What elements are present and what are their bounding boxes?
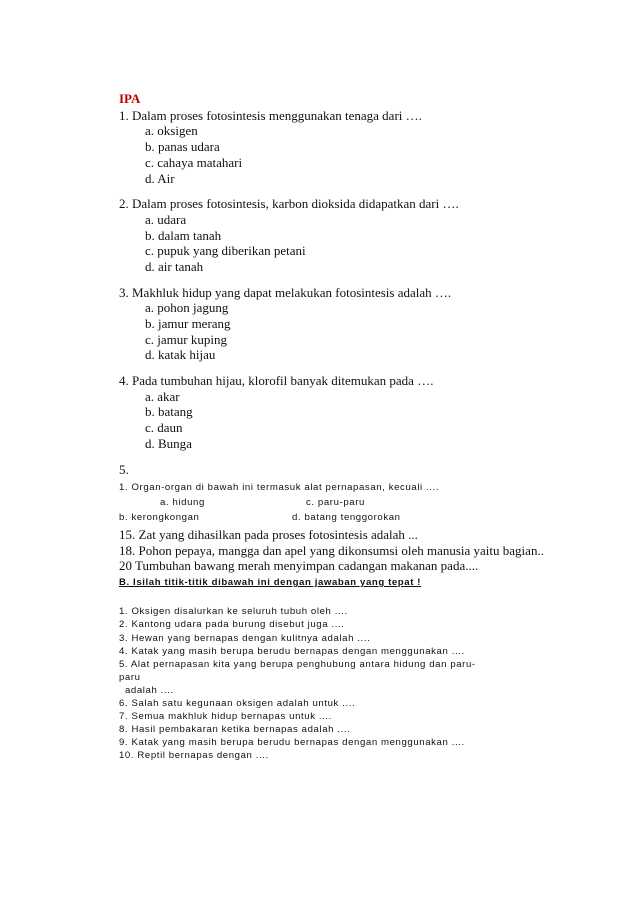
question-1-option-b: b. panas udara	[145, 139, 220, 154]
section-b-item: 6. Salah satu kegunaan oksigen adalah untuk ....	[119, 698, 356, 709]
section-b-item: 2. Kantong udara pada burung disebut juga ....	[119, 619, 345, 630]
question-15: 15. Zat yang dihasilkan pada proses fotosintesis adalah ...	[119, 527, 418, 542]
question-2-option-c: c. pupuk yang diberikan petani	[145, 243, 306, 258]
question-3-option-b: b. jamur merang	[145, 316, 231, 331]
section-b-item: 3. Hewan yang bernapas dengan kulitnya adalah ....	[119, 633, 371, 644]
question-3-option-a: a. pohon jagung	[145, 300, 229, 315]
question-3-stem: 3. Makhluk hidup yang dapat melakukan fotosintesis adalah ….	[119, 285, 452, 300]
question-5-option-c: c. paru-paru	[306, 497, 365, 508]
section-b-item: 7. Semua makhluk hidup bernapas untuk ....	[119, 711, 332, 722]
question-5-number: 5.	[119, 462, 129, 477]
question-1-option-d: d. Air	[145, 171, 175, 186]
section-b-item: 9. Katak yang masih berupa berudu bernapas dengan menggunakan ....	[119, 737, 465, 748]
question-2-option-b: b. dalam tanah	[145, 228, 222, 243]
question-2-stem: 2. Dalam proses fotosintesis, karbon dioksida didapatkan dari ….	[119, 196, 459, 211]
section-b-item: 10. Reptil bernapas dengan ....	[119, 750, 269, 761]
question-18: 18. Pohon pepaya, mangga dan apel yang dikonsumsi oleh manusia yaitu bagian..	[119, 543, 544, 558]
question-4-option-b: b. batang	[145, 404, 193, 419]
section-b-heading: B. Isilah titik-titik dibawah ini dengan jawaban yang tepat !	[119, 577, 422, 588]
question-2-option-a: a. udara	[145, 212, 187, 227]
section-b-item: paru	[119, 672, 141, 683]
document-title: IPA	[119, 91, 141, 106]
section-b-item: 8. Hasil pembakaran ketika bernapas adalah ....	[119, 724, 351, 735]
question-1-option-c: c. cahaya matahari	[145, 155, 243, 170]
question-3-option-c: c. jamur kuping	[145, 332, 227, 347]
question-4-option-d: d. Bunga	[145, 436, 192, 451]
question-20: 20 Tumbuhan bawang merah menyimpan cadangan makanan pada....	[119, 558, 479, 573]
question-3-option-d: d. katak hijau	[145, 347, 216, 362]
question-5-option-b: b. kerongkongan	[119, 512, 200, 523]
question-5-option-a: a. hidung	[160, 497, 205, 508]
question-4-option-a: a. akar	[145, 389, 180, 404]
question-5-stem: 1. Organ-organ di bawah ini termasuk alat pernapasan, kecuali ....	[119, 482, 440, 493]
question-1-stem: 1. Dalam proses fotosintesis menggunakan tenaga dari ….	[119, 108, 422, 123]
section-b-item: 4. Katak yang masih berupa berudu bernapas dengan menggunakan ....	[119, 646, 465, 657]
section-b-item: 1. Oksigen disalurkan ke seluruh tubuh oleh ....	[119, 606, 348, 617]
question-2-option-d: d. air tanah	[145, 259, 204, 274]
question-5-option-d: d. batang tenggorokan	[292, 512, 401, 523]
question-4-stem: 4. Pada tumbuhan hijau, klorofil banyak ditemukan pada ….	[119, 373, 434, 388]
question-4-option-c: c. daun	[145, 420, 183, 435]
question-1-option-a: a. oksigen	[145, 123, 198, 138]
section-b-item: adalah ....	[125, 685, 174, 696]
section-b-item: 5. Alat pernapasan kita yang berupa penghubung antara hidung dan paru-	[119, 659, 476, 670]
